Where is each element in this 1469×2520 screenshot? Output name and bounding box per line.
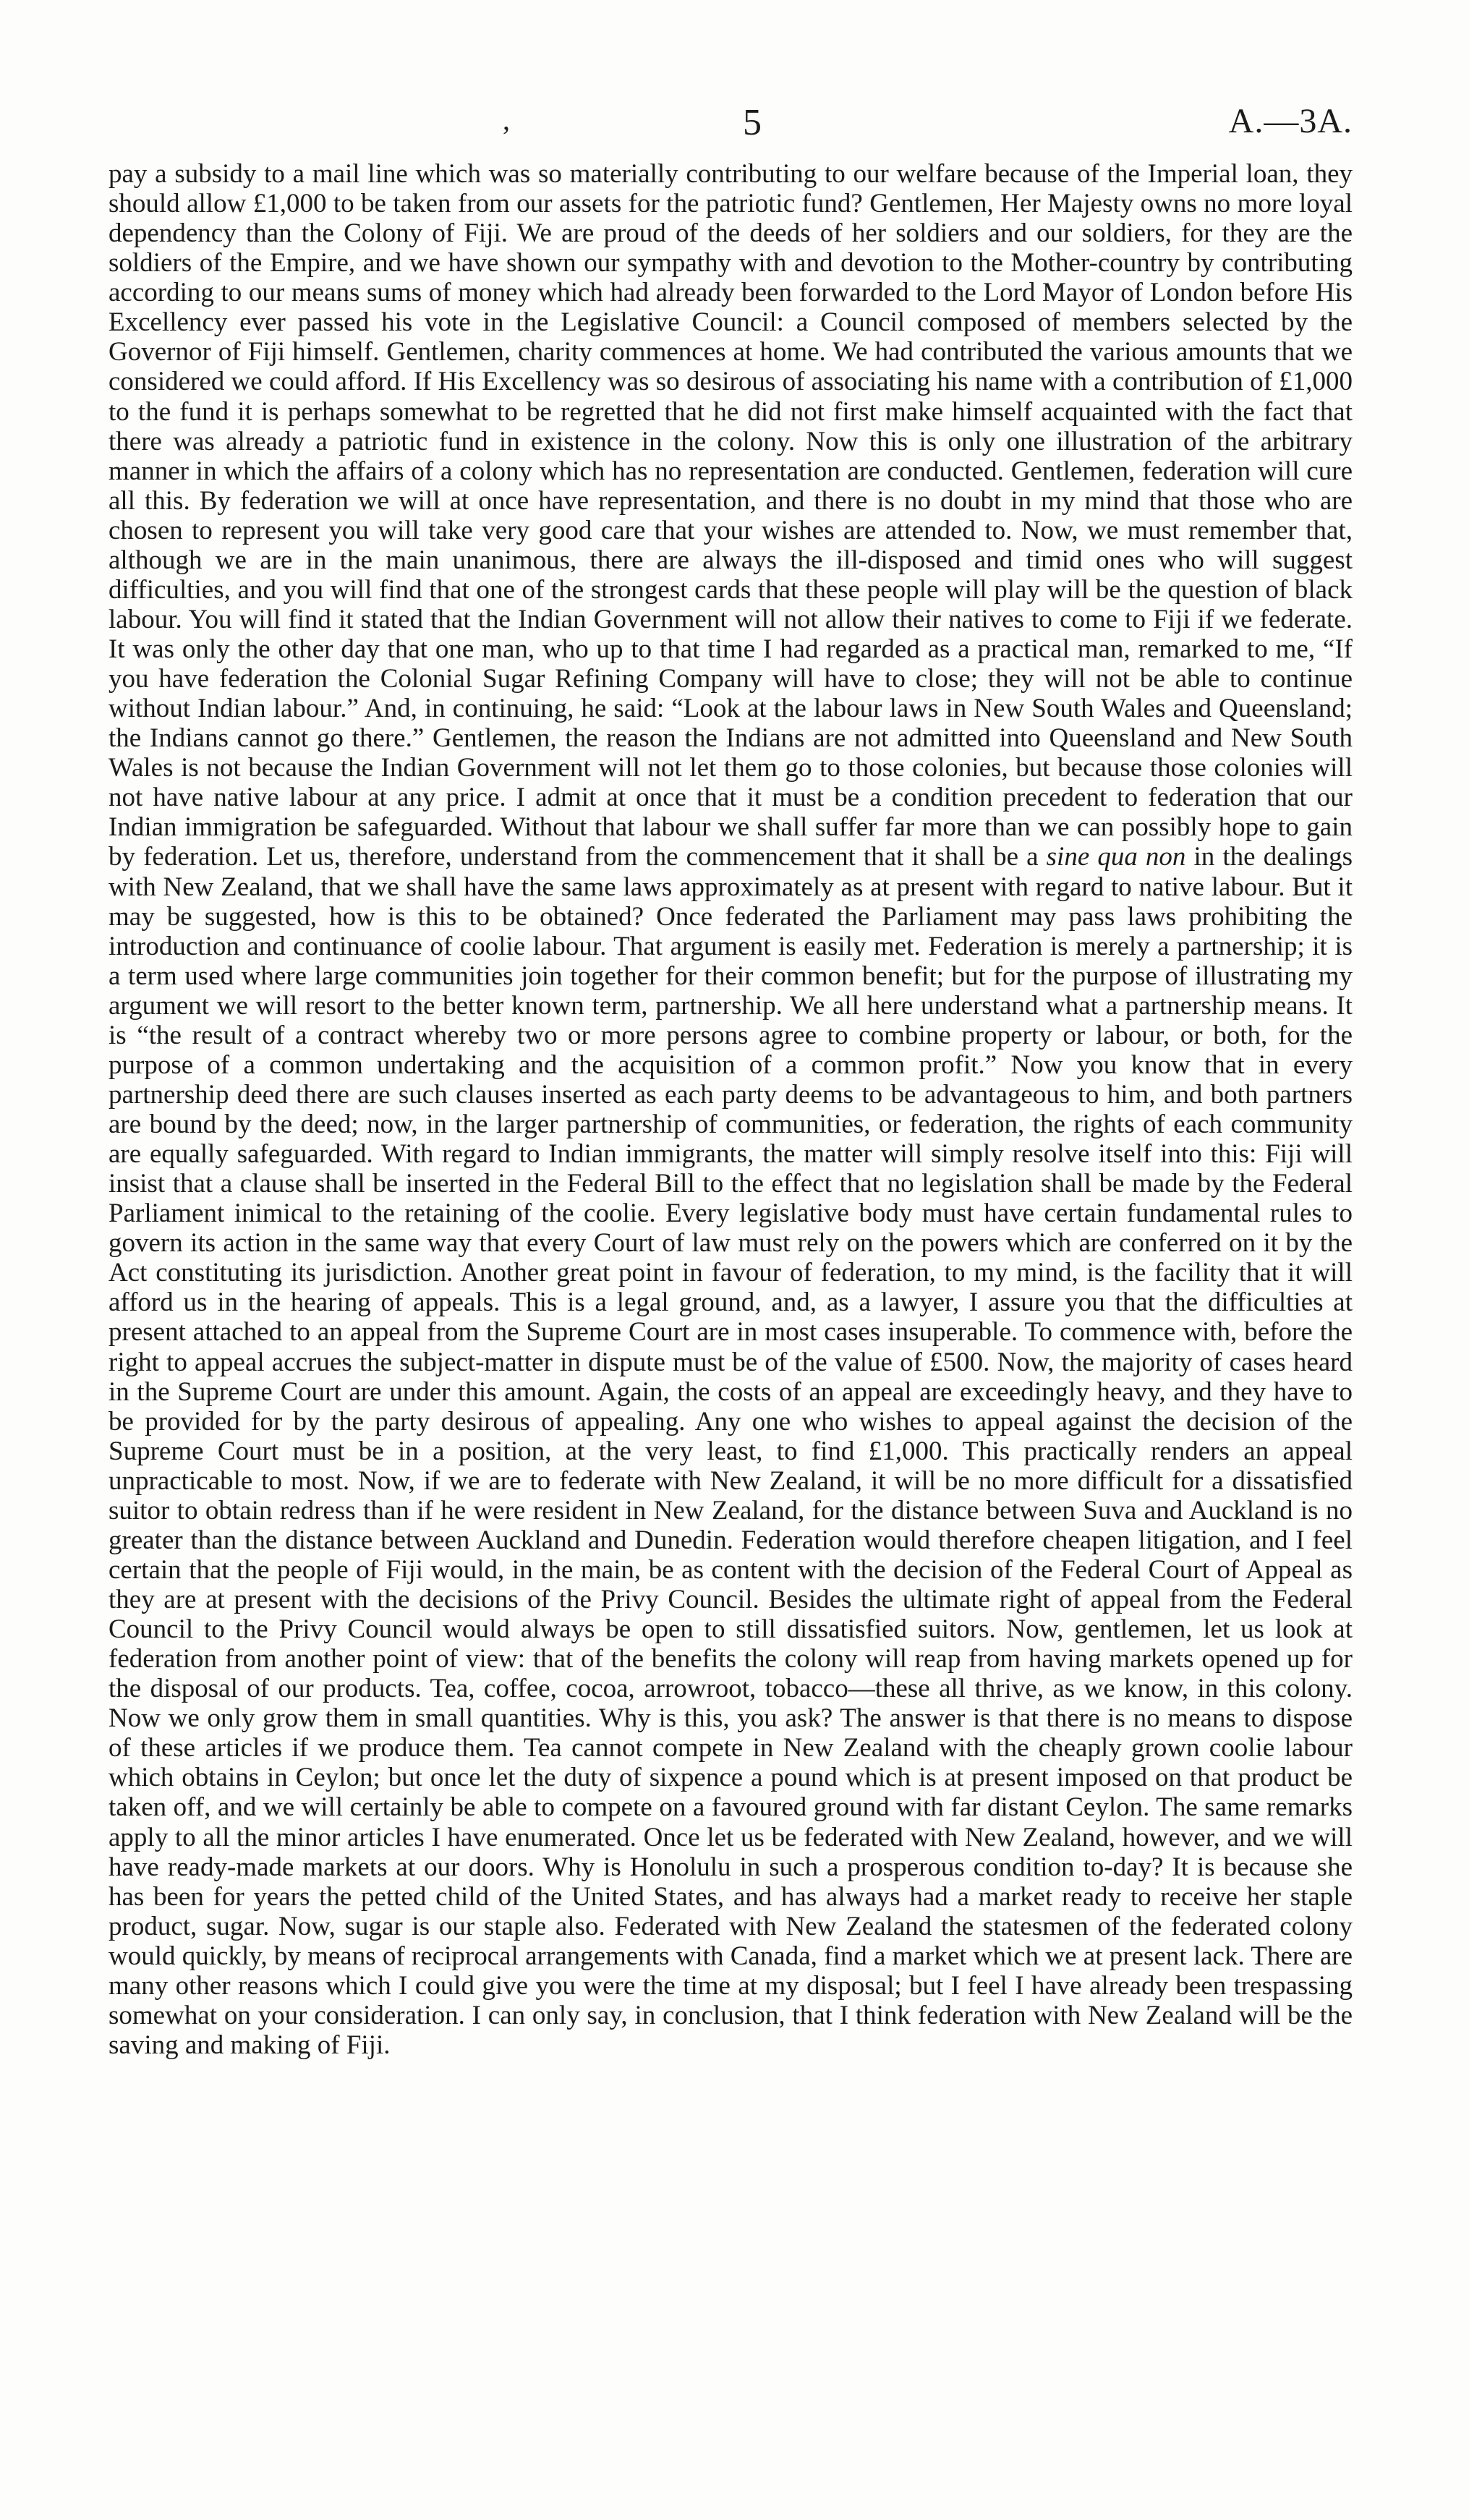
stray-mark: , [503, 103, 510, 136]
body-text-after: in the dealings with New Zealand, that we shall have the same laws approximately as at present with regard to native labour. But it may be suggested, how is this to be obtained? Once federated the Parliament may pass laws prohibiting the introduction and continuance of coolie labour. That argument is easily met. Federation is merely a partnership; it is a term used where large communities join together for their common benefit; but for the purpose of illustrating my argument we will resort to the better known term, partnership. We all here understand what a partnership means. It is “the result of a contract whereby two or more persons agree to combine property or labour, or both, for the purpose of a common undertaking and the acquisition of a common profit.” Now you know that in every partnership deed there are such clauses inserted as each party deems to be advantageous to him, and both partners are bound by the deed; now, in the larger partnership of communities, or federation, the rights of each community are equally safeguarded. With regard to Indian immigrants, the matter will simply resolve itself into this: Fiji will insist that a clause shall be inserted in the Federal Bill to the effect that no legislation shall be made by the Federal Parliament inimical to the retaining of the coolie. Every legislative body must have certain fundamental rules to govern its action in the same way that every Court of law must rely on the powers which are conferred on it by the Act constituting its jurisdiction. Another great point in favour of federation, to my mind, is the facility that it will afford us in the hearing of appeals. This is a legal ground, and, as a lawyer, I assure you that the difficulties at present attached to an appeal from the Supreme Court are in most cases insuperable. To commence with, before the right to appeal accrues the subject-matter in dispute must be of the value of £500. Now, the majority of cases heard in the Supreme Court are under this amount. Again, the costs of an appeal are exceedingly heavy, and they have to be provided for by the party desirous of appealing. Any one who wishes to appeal against the decision of the Supreme Court must be in a position, at the very least, to find £1,000. This practically renders an appeal unpracticable to most. Now, if we are to federate with New Zealand, it will be no more difficult for a dissatisfied suitor to obtain redress than if he were resident in New Zealand, for the distance between Suva and Auckland is no greater than the distance between Auckland and Dunedin. Federation would therefore cheapen litigation, and I feel certain that the people of Fiji would, in the main, be as content with the decision of the Federal Court of Appeal as they are at present with the decisions of the Privy Council. Besides the ultimate right of appeal from the Federal Council to the Privy Council would always be open to still dissatisfied suitors. Now, gentlemen, let us look at federation from another point of view: that of the benefits the colony will reap from having markets opened up for the disposal of our products. Tea, coffee, cocoa, arrowroot, tobacco—these all thrive, as we know, in this colony. Now we only grow them in small quantities. Why is this, you ask? The answer is that there is no means to dispose of these articles if we produce them. Tea cannot compete in New Zealand with the cheaply grown coolie labour which obtains in Ceylon; but once let the duty of sixpence a pound which is at present imposed on that product be taken off, and we will certainly be able to compete on a favoured ground with far distant Ceylon. The same remarks apply to all the minor articles I have enumerated. Once let us be federated with New Zealand, however, and we will have ready-made markets at our doors. Why is Honolulu in such a prosperous condition to-day? It is because she has been for years the petted child of the United States, and has always had a market ready to receive her staple product, sugar. Now, sugar is our staple also. Federated with New Zealand the statesmen of the federated colony would quickly, by means of reciprocal arrangements with Canada, find a market which we at present lack. There are many other reasons which I could give you were the time at my disposal; but I feel I have already been trespassing somewhat on your consideration. I can only say, in conclusion, that I think federation with New Zealand will be the saving and making of Fiji. [108, 842, 1353, 2060]
page-header [108, 101, 1353, 145]
body-paragraph [108, 159, 1353, 2060]
page-number: 5 [743, 102, 762, 143]
document-reference: A.—3A. [1228, 102, 1353, 140]
body-text-before: pay a subsidy to a mail line which was so materially contributing to our welfare because of the Imperial loan, they should allow £1,000 to be taken from our assets for the patriotic fund? Gentlemen, Her Majesty owns no more loyal dependency than the Colony of Fiji. We are proud of the deeds of her soldiers and our soldiers, for they are the soldiers of the Empire, and we have shown our sympathy with and devotion to the Mother-country by contributing according to our means sums of money which had already been forwarded to the Lord Mayor of London before His Excellency ever passed his vote in the Legislative Council: a Council composed of members selected by the Governor of Fiji himself. Gentlemen, charity commences at home. We had contributed the various amounts that we considered we could afford. If His Excellency was so desirous of associating his name with a contribution of £1,000 to the fund it is perhaps somewhat to be regretted that he did not first make himself acquainted with the fact that there was already a patriotic fund in existence in the colony. Now this is only one illustration of the arbitrary manner in which the affairs of a colony which has no representation are conducted. Gentlemen, federation will cure all this. By federation we will at once have representation, and there is no doubt in my mind that those who are chosen to represent you will take very good care that your wishes are attended to. Now, we must remember that, although we are in the main unanimous, there are always the ill-disposed and timid ones who will suggest difficulties, and you will find that one of the strongest cards that these people will play will be the question of black labour. You will find it stated that the Indian Government will not allow their natives to come to Fiji if we federate. It was only the other day that one man, who up to that time I had regarded as a practical man, remarked to me, “If you have federation the Colonial Sugar Refining Company will have to close; they will not be able to continue without Indian labour.” And, in continuing, he said: “Look at the labour laws in New South Wales and Queensland; the Indians cannot go there.” Gentlemen, the reason the Indians are not admitted into Queensland and New South Wales is not because the Indian Government will not let them go to those colonies, but because those colonies will not have native labour at any price. I admit at once that it must be a condition precedent to federation that our Indian immigration be safeguarded. Without that labour we shall suffer far more than we can possibly hope to gain by federation. Let us, therefore, understand from the commencement that it shall be a [108, 159, 1353, 872]
italic-phrase: sine qua non [1046, 842, 1186, 872]
